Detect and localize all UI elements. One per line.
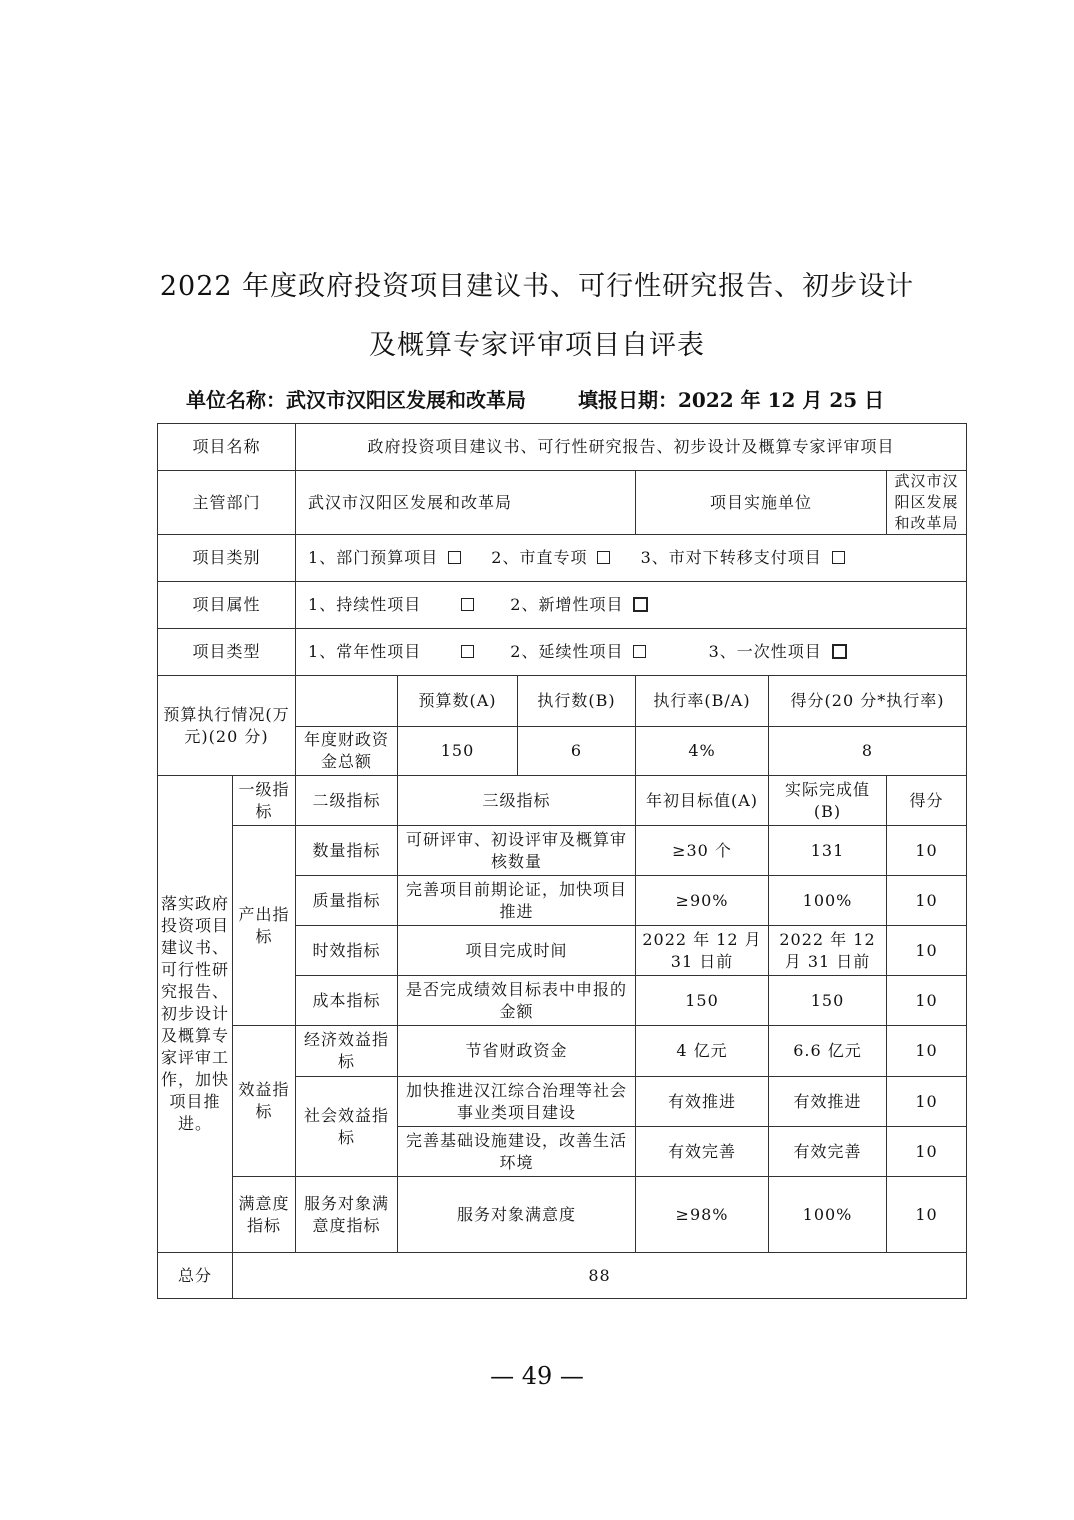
- budget-empty-cell: [296, 676, 398, 727]
- impl-label: 项目实施单位: [636, 471, 887, 535]
- row-score: 10: [887, 1127, 967, 1177]
- budget-rate: 4%: [636, 727, 769, 776]
- category-option-1[interactable]: 1、部门预算项目: [308, 547, 461, 569]
- unit-value: 武汉市汉阳区发展和改革局: [286, 388, 526, 412]
- type-option-2[interactable]: 2、延续性项目: [510, 641, 646, 663]
- satisfaction-indicator-label: 满意度指标: [233, 1177, 296, 1253]
- unit-label: 单位名称：: [186, 388, 286, 412]
- row-score: 10: [887, 1177, 967, 1253]
- row-actual: 有效完善: [769, 1127, 887, 1177]
- checkbox-icon[interactable]: [597, 551, 610, 564]
- row-target: 有效完善: [636, 1127, 769, 1177]
- row-score: 10: [887, 976, 967, 1026]
- row-l2: 社会效益指标: [296, 1077, 398, 1177]
- checkbox-icon[interactable]: [832, 551, 845, 564]
- row-l2: 时效指标: [296, 926, 398, 976]
- output-indicator-label: 产出指标: [233, 826, 296, 1026]
- row-l2: 经济效益指标: [296, 1026, 398, 1077]
- ind-header-4: 年初目标值(A): [636, 776, 769, 826]
- row-l3: 完善基础设施建设，改善生活环境: [398, 1127, 636, 1177]
- document-title-line1: 2022 年度政府投资项目建议书、可行性研究报告、初步设计: [159, 271, 915, 302]
- budget-label: 预算执行情况(万元)(20 分): [158, 676, 296, 776]
- row-actual: 6.6 亿元: [769, 1026, 887, 1077]
- row-actual: 100%: [769, 876, 887, 926]
- impl-value: 武汉市汉阳区发展和改革局: [887, 471, 967, 535]
- row-actual: 150: [769, 976, 887, 1026]
- total-value: 88: [233, 1253, 967, 1299]
- attr-options: [296, 582, 967, 629]
- row-target: 有效推进: [636, 1077, 769, 1127]
- ind-header-6: 得分: [887, 776, 967, 826]
- row-l3: 是否完成绩效目标表中申报的金额: [398, 976, 636, 1026]
- category-label: 项目类别: [158, 535, 296, 582]
- row-target: 150: [636, 976, 769, 1026]
- row-actual: 100%: [769, 1177, 887, 1253]
- row-l3: 加快推进汉江综合治理等社会事业类项目建设: [398, 1077, 636, 1127]
- row-score: 10: [887, 1077, 967, 1127]
- row-l3: 节省财政资金: [398, 1026, 636, 1077]
- type-option-3[interactable]: 3、一次性项目: [709, 641, 847, 663]
- budget-col-b: 执行数(B): [518, 676, 636, 727]
- row-l3: 完善项目前期论证，加快项目推进: [398, 876, 636, 926]
- budget-col-a: 预算数(A): [398, 676, 518, 727]
- project-name-label: 项目名称: [158, 424, 296, 471]
- attr-label: 项目属性: [158, 582, 296, 629]
- ind-header-3: 三级指标: [398, 776, 636, 826]
- page-number: — 49 —: [490, 1362, 584, 1390]
- checkbox-icon[interactable]: [461, 645, 474, 658]
- attr-option-1[interactable]: 1、持续性项目: [308, 594, 474, 616]
- row-target: 4 亿元: [636, 1026, 769, 1077]
- dept-label: 主管部门: [158, 471, 296, 535]
- performance-goal: 落实政府投资项目建议书、可行性研究报告、初步设计及概算专家评审工作，加快项目推进。: [158, 776, 233, 1253]
- date-value: 2022 年 12 月 25 日: [678, 388, 885, 412]
- type-option-1[interactable]: 1、常年性项目: [308, 641, 474, 663]
- budget-col-score: 得分(20 分*执行率): [769, 676, 967, 727]
- category-option-3[interactable]: 3、市对下转移支付项目: [641, 547, 845, 569]
- budget-col-rate: 执行率(B/A): [636, 676, 769, 727]
- row-actual: 2022 年 12 月 31 日前: [769, 926, 887, 976]
- row-l2: 数量指标: [296, 826, 398, 876]
- row-actual: 有效推进: [769, 1077, 887, 1127]
- row-target: 2022 年 12 月 31 日前: [636, 926, 769, 976]
- checkbox-icon[interactable]: [461, 598, 474, 611]
- dept-value: 武汉市汉阳区发展和改革局: [296, 471, 636, 535]
- row-l2: 质量指标: [296, 876, 398, 926]
- row-score: 10: [887, 926, 967, 976]
- total-label: 总分: [158, 1253, 233, 1299]
- checkbox-icon[interactable]: [448, 551, 461, 564]
- attr-option-2[interactable]: 2、新增性项目: [510, 594, 648, 616]
- row-l2: 成本指标: [296, 976, 398, 1026]
- budget-row-label: 年度财政资金总额: [296, 727, 398, 776]
- project-name-value: 政府投资项目建议书、可行性研究报告、初步设计及概算专家评审项目: [296, 424, 967, 471]
- header-info: [186, 384, 946, 413]
- ind-header-5: 实际完成值(B): [769, 776, 887, 826]
- row-score: 10: [887, 1026, 967, 1077]
- checkbox-icon[interactable]: [633, 645, 646, 658]
- self-evaluation-table: [157, 423, 967, 1299]
- row-l3: 可研评审、初设评审及概算审核数量: [398, 826, 636, 876]
- row-l2: 服务对象满意度指标: [296, 1177, 398, 1253]
- budget-score: 8: [769, 727, 967, 776]
- row-target: ≥30 个: [636, 826, 769, 876]
- category-options: [296, 535, 967, 582]
- category-option-2[interactable]: 2、市直专项: [491, 547, 610, 569]
- row-score: 10: [887, 826, 967, 876]
- benefit-indicator-label: 效益指标: [233, 1026, 296, 1177]
- row-l3: 项目完成时间: [398, 926, 636, 976]
- document-title-line2: 及概算专家评审项目自评表: [369, 330, 705, 361]
- row-target: ≥98%: [636, 1177, 769, 1253]
- row-l3: 服务对象满意度: [398, 1177, 636, 1253]
- ind-header-2: 二级指标: [296, 776, 398, 826]
- row-actual: 131: [769, 826, 887, 876]
- checkbox-icon[interactable]: [832, 644, 847, 659]
- type-options: [296, 629, 967, 676]
- budget-a: 150: [398, 727, 518, 776]
- row-score: 10: [887, 876, 967, 926]
- row-target: ≥90%: [636, 876, 769, 926]
- date-label: 填报日期：: [578, 388, 678, 412]
- budget-b: 6: [518, 727, 636, 776]
- ind-header-1: 一级指标: [233, 776, 296, 826]
- checkbox-icon[interactable]: [633, 597, 648, 612]
- type-label: 项目类型: [158, 629, 296, 676]
